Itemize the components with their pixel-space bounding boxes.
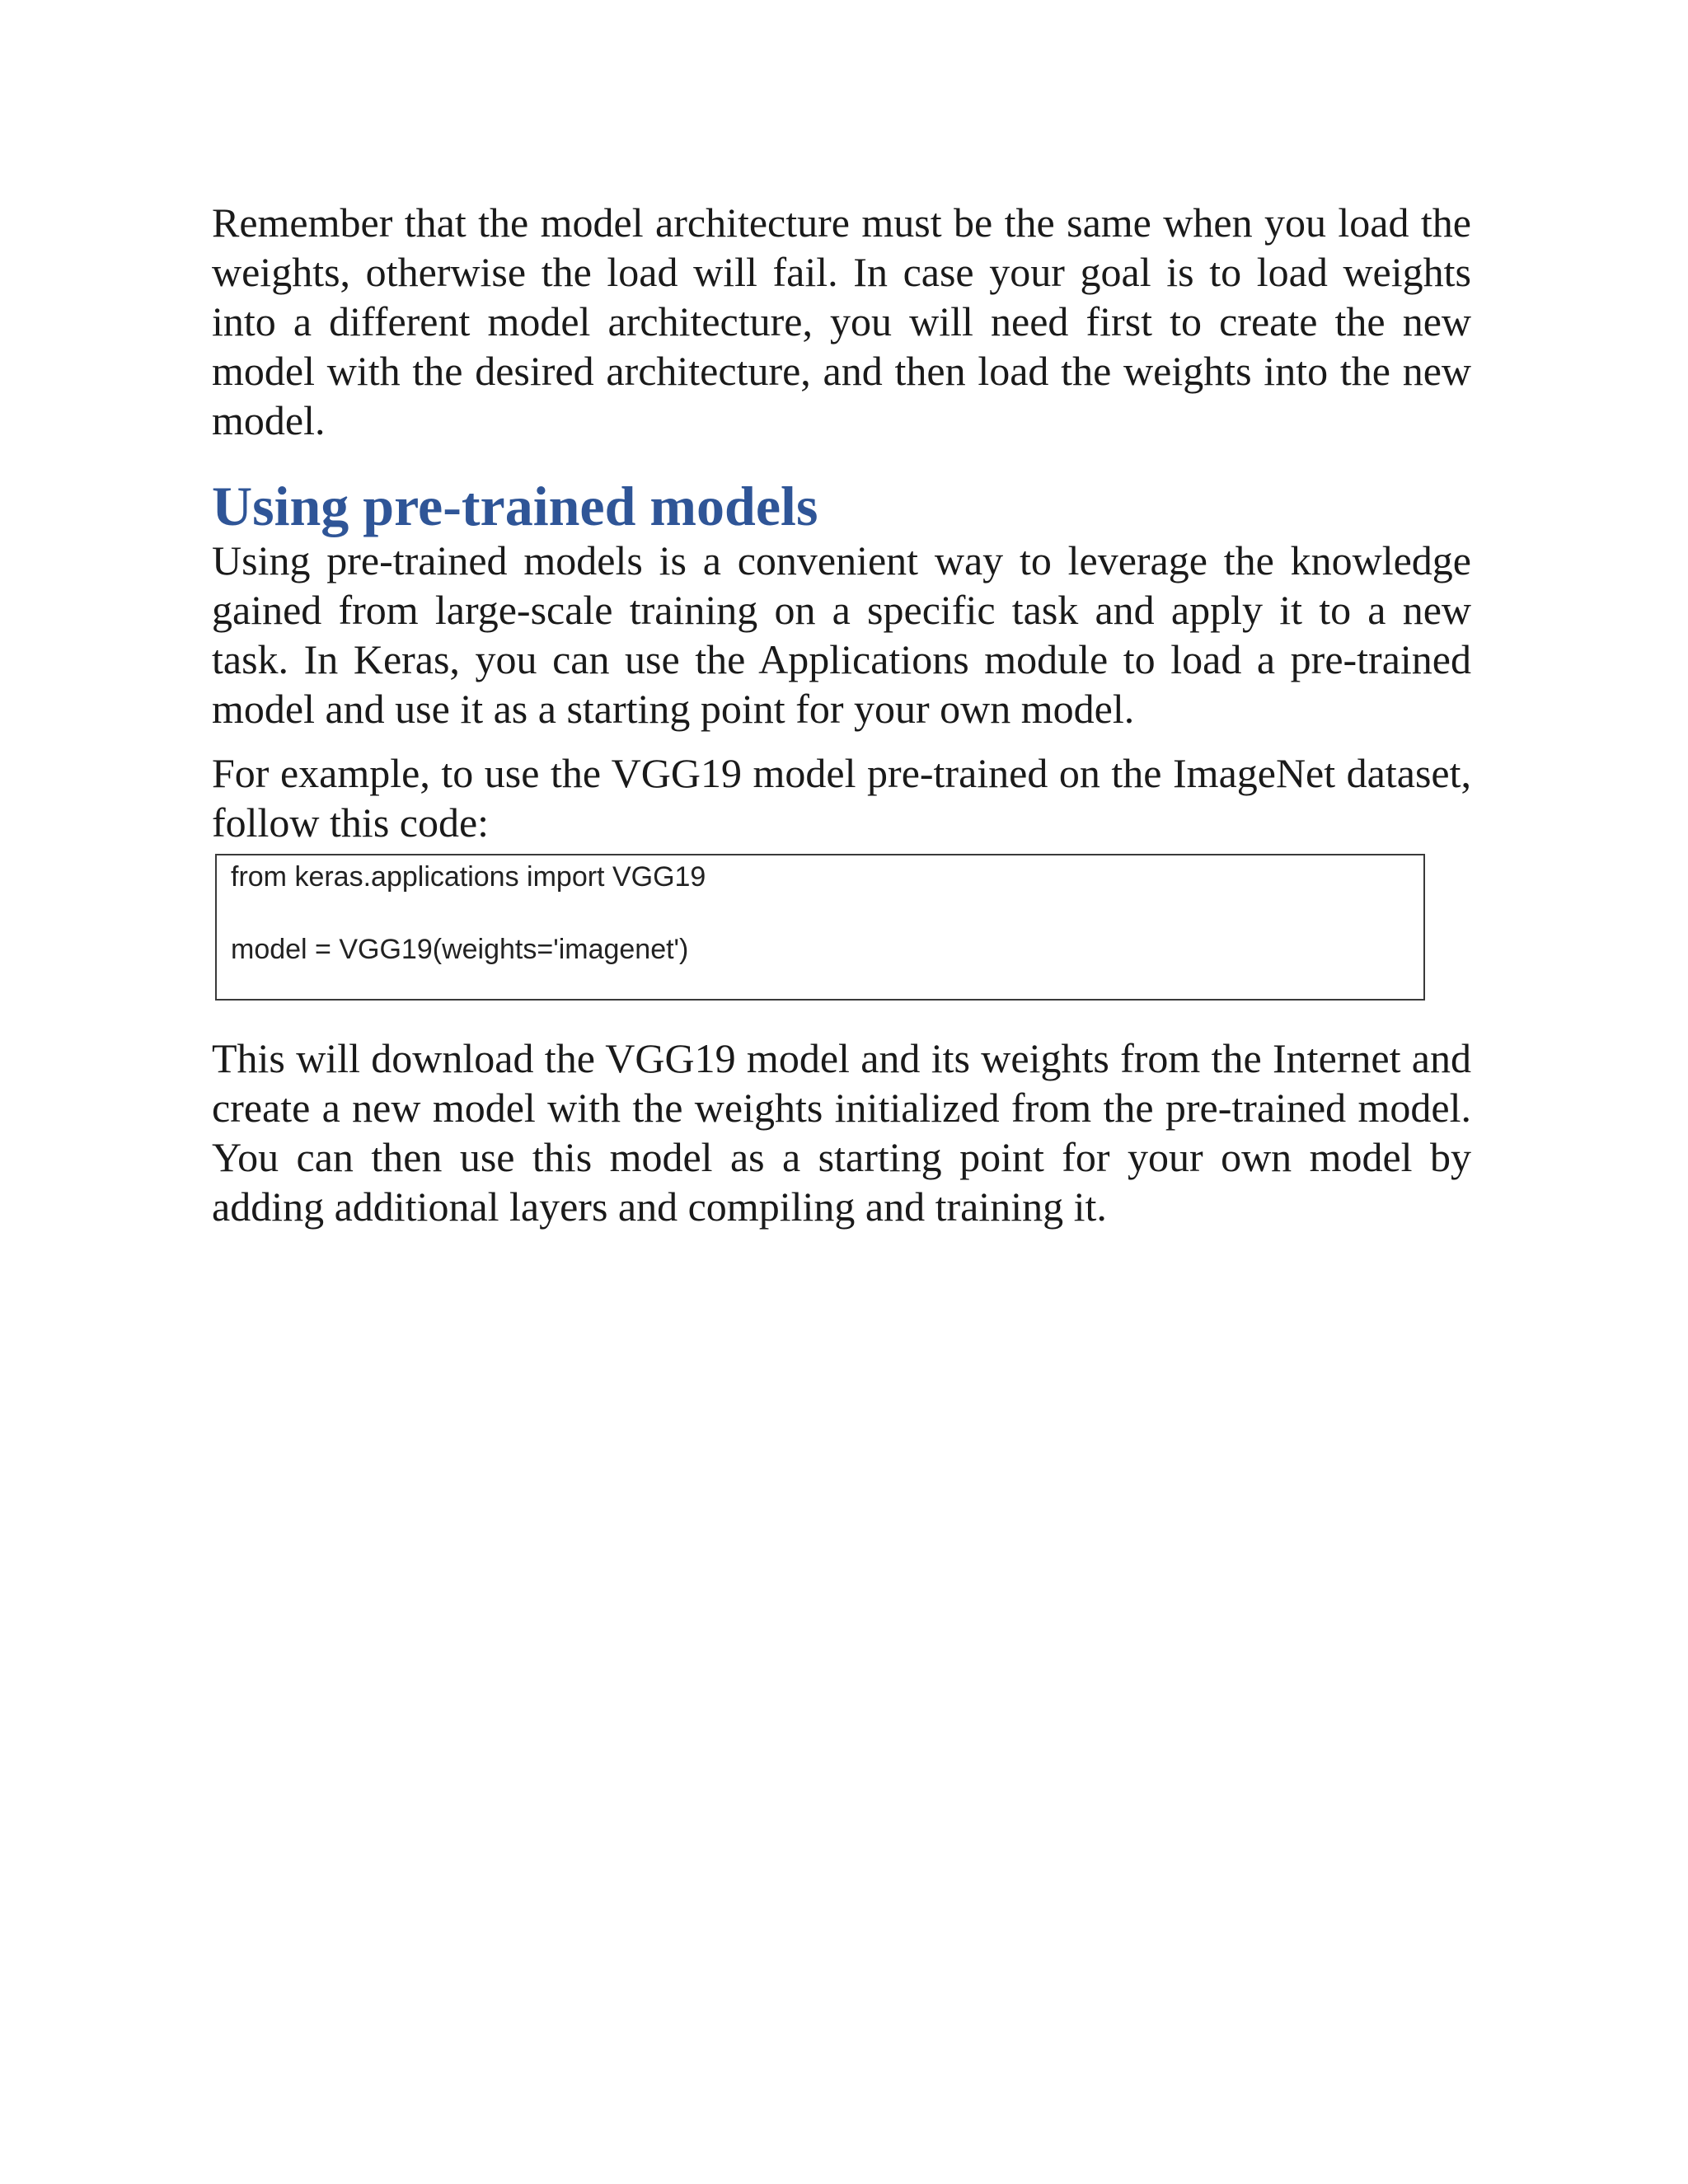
code-line-import: from keras.applications import VGG19 (231, 861, 706, 893)
document-page (212, 198, 1471, 1231)
example-paragraph: For example, to use the VGG19 model pre-trained on the ImageNet dataset, follow this code: (212, 750, 1471, 846)
code-line-model: model = VGG19(weights='imagenet') (231, 934, 689, 965)
intro-paragraph: Remember that the model architecture must be the same when you load the weights, otherwise the load will fail. In case your goal is to load weights into a different model architecture, you will need first to create the new model with the desired architecture, and then load the weights into the new model. (212, 199, 1471, 443)
after-code-paragraph: This will download the VGG19 model and its weights from the Internet and create a new model with the weights initialized from the pre-trained model. You can then use this model as a starting point for your own model by adding additional layers and compiling and training it. (212, 1035, 1471, 1230)
section-heading: Using pre-trained models (212, 475, 818, 537)
pretrained-paragraph: Using pre-trained models is a convenient way to leverage the knowledge gained from large-scale training on a specific task and apply it to a new task. In Keras, you can use the Applications module to load a pre-trained model and use it as a starting point for your own model. (212, 537, 1471, 732)
code-blank-line (231, 895, 1423, 931)
code-block (215, 854, 1425, 1001)
